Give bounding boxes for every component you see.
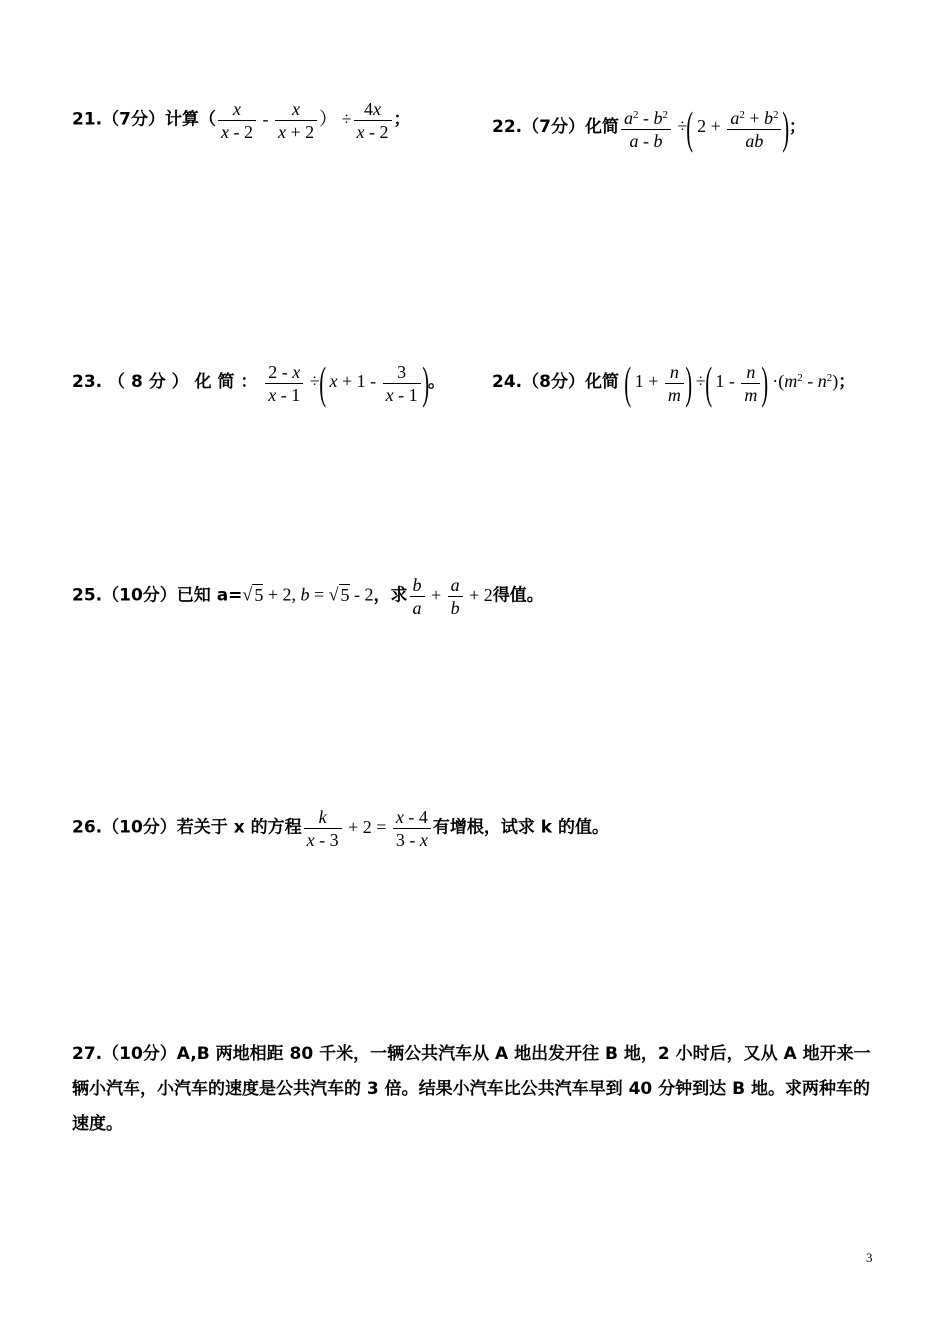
q23-expression: $\frac{2 - x}{x - 1}$ ÷( x + 1 - $\frac{3}{x - 1}$ ) — [263, 371, 428, 391]
q22-end: ； — [788, 117, 806, 138]
question-25 — [72, 574, 544, 619]
q25-given: √ 5 + 2, b = √ 5 - 2 — [242, 584, 374, 605]
q21-end: ； — [393, 109, 411, 130]
q24-end: ； — [838, 372, 856, 393]
question-24 — [492, 357, 856, 408]
question-21 — [72, 98, 411, 143]
question-22 — [492, 104, 806, 152]
q26-equation: $\frac{k}{x - 3}$ + 2 = $\frac{x - 4}{3 - x}$ — [302, 817, 433, 837]
page-number: 3 — [866, 1250, 873, 1265]
q21-expression: $\frac{x}{x - 2}$ - $\frac{x}{x + 2}$ ） ÷ $\frac{4x}{x - 2}$ — [216, 109, 394, 129]
q21-label: 21.（7分）计算（ — [72, 109, 216, 130]
q25-mid: ，求 — [373, 585, 408, 606]
question-23 — [72, 357, 445, 408]
question-27: 27.（10分）A,B 两地相距 80 千米，一辆公共汽车从 A 地出发开往 B 地，2 小时后，又从 A 地开来一辆小汽车，小汽车的速度是公共汽车的 3 倍。结果小汽车比公共汽车早到 40 分钟到达 B 地。求两种车的速度。 — [72, 1044, 871, 1134]
q22-label: 22.（7分）化简 — [492, 117, 619, 138]
q24-expression: ( 1 + $\frac{n}{m}$ ) ÷( 1 - $\frac{n}{m}$ ) $\cdot(m^2 - n^2)$ — [624, 357, 839, 408]
q25-expression: $\frac{b}{a}$ + $\frac{a}{b}$ + 2 — [408, 585, 493, 605]
q22-expression: $\frac{a^2 - b^2}{a - b}$ ÷( 2 + $\frac{a^2 + b^2}{ab}$ ) — [619, 116, 789, 136]
q23-end: 。 — [428, 372, 445, 393]
q25-end: 得值。 — [492, 585, 544, 606]
q26-end: 有增根，试求 k 的值。 — [432, 817, 610, 838]
question-26 — [72, 806, 609, 851]
q23-label: 23. （ 8 分 ） 化 简 ： — [72, 372, 258, 393]
q25-label: 25.（10分）已知 a= — [72, 585, 243, 606]
q24-label: 24.（8分）化简 — [492, 372, 619, 393]
q26-label: 26.（10分）若关于 x 的方程 — [72, 817, 302, 838]
